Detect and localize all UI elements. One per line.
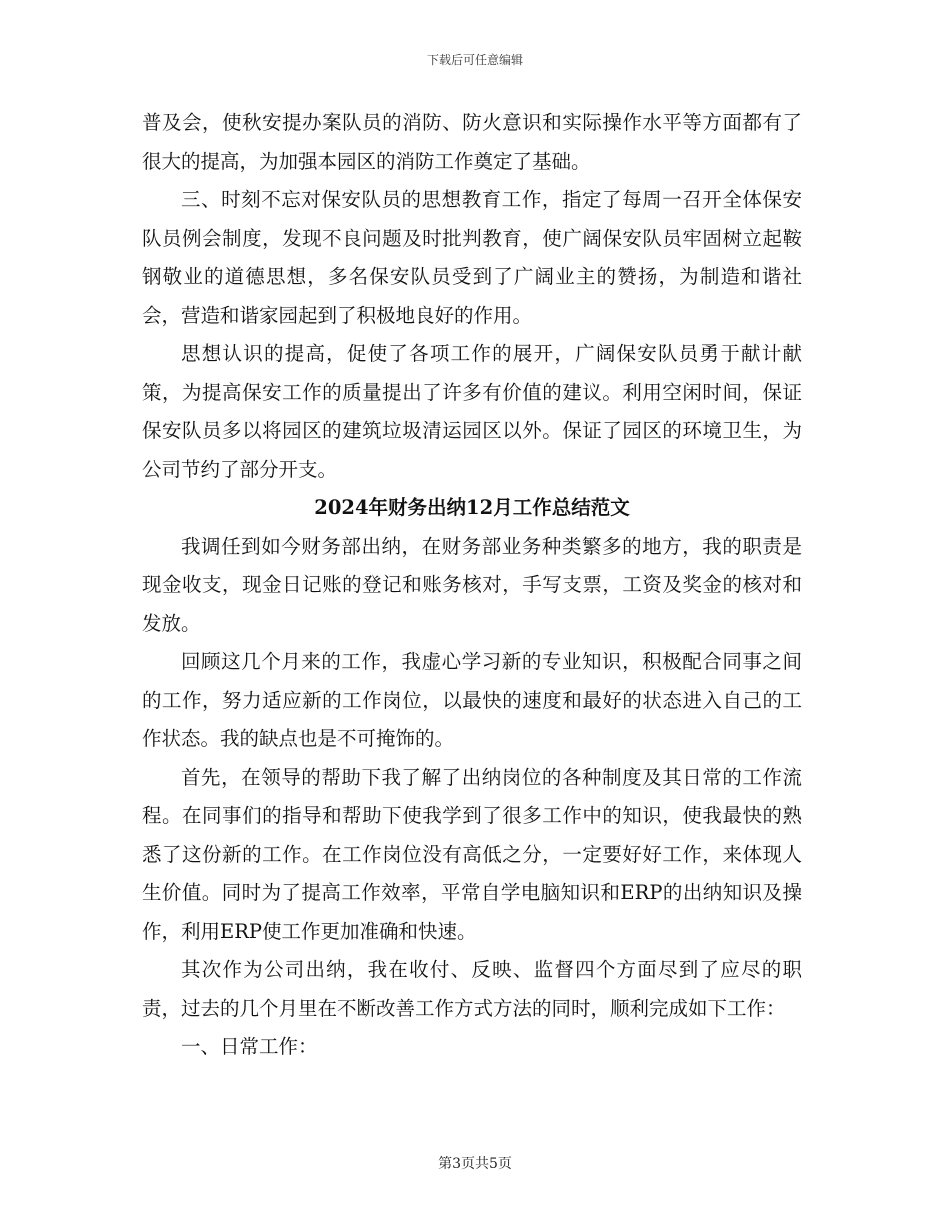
document-body [142,104,802,1067]
page-number: 第3页共5页 [438,1156,512,1172]
paragraph-second: 其次作为公司出纳，我在收付、反映、监督四个方面尽到了应尽的职责，过去的几个月里在不断改善工作方式方法的同时，顺利完成如下工作： [142,958,802,1020]
page-header-note: 下载后可任意编辑 [426,53,523,67]
paragraph-review: 回顾这几个月来的工作，我虚心学习新的专业知识，积极配合同事之间的工作，努力适应新的工作岗位，以最快的速度和最好的状态进入自己的工作状态。我的缺点也是不可掩饰的。 [142,650,802,750]
paragraph-thought-awareness: 思想认识的提高，促使了各项工作的展开，广阔保安队员勇于献计献策，为提高保安工作的质量提出了许多有价值的建议。利用空闲时间，保证保安队员多以将园区的建筑垃圾清运园区以外。保证了园区的环境卫生，为公司节约了部分开支。 [142,342,802,481]
paragraph-intro: 我调任到如今财务部出纳，在财务部业务种类繁多的地方，我的职责是现金收支，现金日记账的登记和账务核对，手写支票，工资及奖金的核对和发放。 [142,534,802,635]
document-title: 2024年财务出纳12月工作总结范文 [314,496,630,519]
paragraph-section-three: 三、时刻不忘对保安队员的思想教育工作，指定了每周一召开全体保安队员例会制度，发现不良问题及时批判教育，使广阔保安队员牢固树立起鞍钢敬业的道德思想，多名保安队员受到了广阔业主的赞扬，为制造和谐社会，营造和谐家园起到了积极地良好的作用。 [142,188,802,327]
paragraph-daily-work-heading: 一、日常工作： [181,1035,318,1058]
paragraph-continued: 普及会，使秋安提办案队员的消防、防火意识和实际操作水平等方面都有了很大的提高，为加强本园区的消防工作奠定了基础。 [142,111,802,173]
paragraph-first: 首先，在领导的帮助下我了解了出纳岗位的各种制度及其日常的工作流程。在同事们的指导和帮助下使我学到了很多工作中的知识，使我最快的熟悉了这份新的工作。在工作岗位没有高低之分，一定要好好工作，来体现人生价值。同时为了提高工作效率，平常自学电脑知识和ERP的出纳知识及操作，利用ERP使工作更加准确和快速。 [142,765,802,943]
